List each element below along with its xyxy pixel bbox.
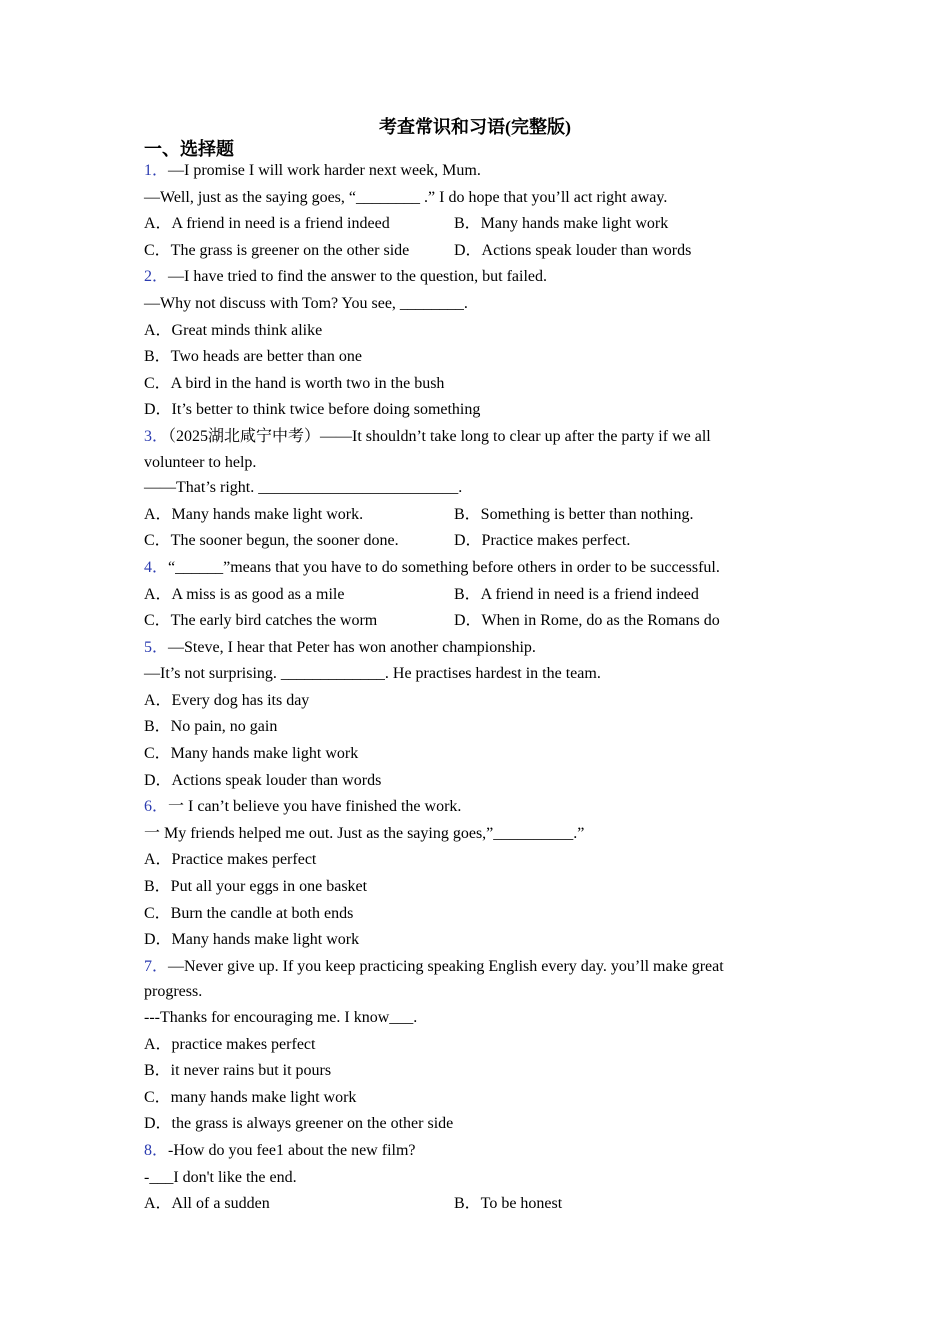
question-text: ---Thanks for encouraging me. I know___. <box>144 1009 418 1026</box>
option-row <box>144 528 764 555</box>
option-a[interactable]: A．Many hands make light work. <box>144 505 364 523</box>
question-number: 2． <box>144 268 169 286</box>
option-a[interactable]: A．All of a sudden <box>144 1195 270 1213</box>
option-d[interactable]: D．the grass is always greener on the other side <box>144 1115 454 1133</box>
section-heading: 一、选择题 <box>144 139 234 159</box>
question-3 <box>144 424 764 555</box>
question-5 <box>144 635 764 795</box>
option-row <box>144 502 764 529</box>
question-stem <box>144 794 764 821</box>
option-d[interactable]: D．Practice makes perfect. <box>454 532 631 550</box>
question-stem <box>144 1138 764 1165</box>
option-a[interactable]: A．Great minds think alike <box>144 321 323 339</box>
option-c[interactable]: C．many hands make light work <box>144 1088 357 1106</box>
option-c[interactable]: C．The early bird catches the worm <box>144 612 378 630</box>
option-c[interactable]: C．Many hands make light work <box>144 745 359 763</box>
option-c[interactable]: C．A bird in the hand is worth two in the bush <box>144 374 445 392</box>
question-text: 一 My friends helped me out. Just as the saying goes,”__________.” <box>144 824 585 842</box>
option-a[interactable]: A．Every dog has its day <box>144 691 310 709</box>
question-7 <box>144 954 764 1138</box>
question-stem <box>144 264 764 291</box>
question-text: -___I don't like the end. <box>144 1168 297 1186</box>
option-b[interactable]: B．A friend in need is a friend indeed <box>454 585 699 603</box>
question-number: 4． <box>144 558 169 576</box>
question-text: ——That’s right. _________________________. <box>144 479 463 497</box>
option-row <box>144 1191 764 1218</box>
option-b[interactable]: B．Many hands make light work <box>454 215 669 233</box>
option-a[interactable]: A．practice makes perfect <box>144 1035 316 1053</box>
option-b[interactable]: B．Something is better than nothing. <box>454 505 694 523</box>
option-a[interactable]: A．A miss is as good as a mile <box>144 585 345 603</box>
question-stem <box>144 954 764 1005</box>
question-4 <box>144 555 764 635</box>
option-c[interactable]: C．The grass is greener on the other side <box>144 241 410 259</box>
question-stem <box>144 424 764 475</box>
question-6 <box>144 794 764 954</box>
option-c[interactable]: C．Burn the candle at both ends <box>144 904 354 922</box>
question-1 <box>144 158 764 264</box>
question-number: 1． <box>144 162 169 179</box>
question-stem <box>144 635 764 662</box>
question-number: 3． <box>144 427 169 445</box>
option-d[interactable]: D．Many hands make light work <box>144 931 360 949</box>
question-number: 8． <box>144 1141 169 1159</box>
option-b[interactable]: B．Two heads are better than one <box>144 348 362 366</box>
option-d[interactable]: D．It’s better to think twice before doing something <box>144 401 481 419</box>
option-a[interactable]: A．A friend in need is a friend indeed <box>144 215 390 233</box>
option-d[interactable]: D．Actions speak louder than words <box>144 771 382 789</box>
question-2 <box>144 264 764 424</box>
option-row <box>144 608 764 635</box>
question-text: —I have tried to find the answer to the question, but failed. <box>168 268 548 286</box>
option-b[interactable]: B．To be honest <box>454 1195 563 1213</box>
question-number: 5． <box>144 638 169 656</box>
option-d[interactable]: D．Actions speak louder than words <box>454 241 692 259</box>
question-text: —Steve, I hear that Peter has won another championship. <box>168 638 536 656</box>
question-text: —Never give up. If you keep practicing speaking English every day. you’ll make great progress. <box>144 957 724 1001</box>
option-c[interactable]: C．The sooner begun, the sooner done. <box>144 532 399 550</box>
question-number: 6． <box>144 798 169 816</box>
question-text: —It’s not surprising. _____________. He practises hardest in the team. <box>144 665 601 683</box>
question-8 <box>144 1138 764 1218</box>
question-text: -How do you fee1 about the new film? <box>168 1141 416 1159</box>
option-d[interactable]: D．When in Rome, do as the Romans do <box>454 612 720 630</box>
question-list <box>144 158 764 1218</box>
question-text: “______”means that you have to do something before others in order to be successful. <box>168 558 720 576</box>
option-b[interactable]: B．Put all your eggs in one basket <box>144 878 368 896</box>
option-row <box>144 238 764 265</box>
option-row <box>144 582 764 609</box>
question-number: 7． <box>144 957 169 975</box>
option-b[interactable]: B．it never rains but it pours <box>144 1062 332 1080</box>
option-b[interactable]: B．No pain, no gain <box>144 718 278 736</box>
option-row <box>144 211 764 238</box>
question-text: —I promise I will work harder next week, Mum. <box>168 162 481 179</box>
question-text: （2025湖北咸宁中考）——It shouldn’t take long to clear up after the party if we all volunteer to help. <box>144 427 711 471</box>
option-a[interactable]: A．Practice makes perfect <box>144 851 317 869</box>
question-text: —Why not discuss with Tom? You see, ________. <box>144 294 468 312</box>
question-text: 一 I can’t believe you have finished the work. <box>168 798 462 816</box>
question-stem <box>144 555 764 582</box>
page-title: 考查常识和习语(完整版) <box>379 117 571 137</box>
question-stem <box>144 158 764 185</box>
question-text: —Well, just as the saying goes, “________ .” I do hope that you’ll act right away. <box>144 188 668 206</box>
